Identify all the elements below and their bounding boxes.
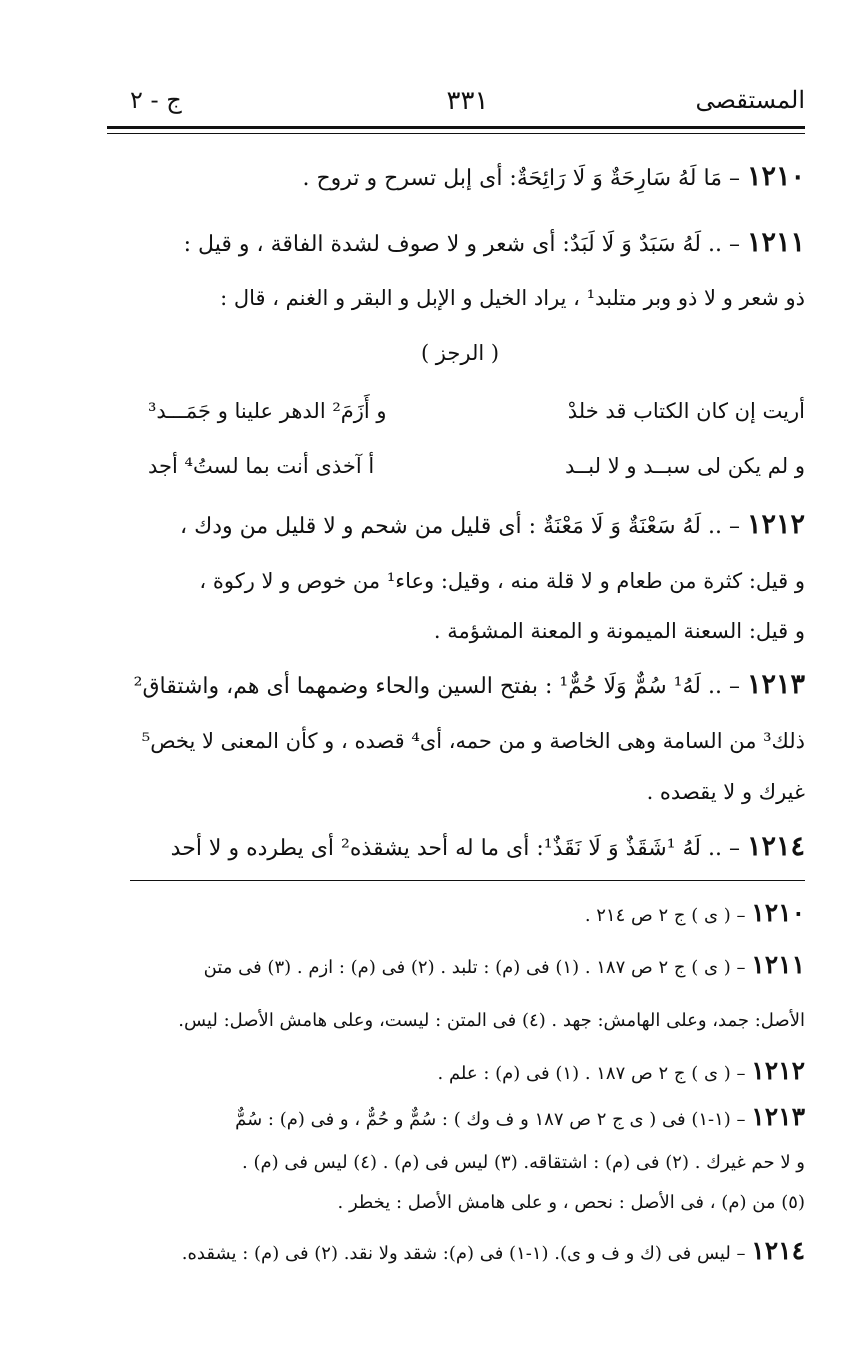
verse-2-second-hemistich: أ آخذى أنت بما لستُ⁴ أجد	[148, 454, 375, 478]
footnote-1213-line-1	[115, 1102, 805, 1135]
entry-text: – .. لَهُ سَبَدٌ وَ لَا لَبَدٌ: أى شعر و لا صوف لشدة الفاقة ، و قيل :	[183, 232, 740, 257]
footnote-number: ١٢١٣	[751, 1102, 805, 1131]
footnote-number: ١٢١٢	[751, 1056, 805, 1085]
footnote-1211-line-1	[115, 950, 805, 983]
verse-1-second-hemistich: و أَزَمَ² الدهر علينا و جَمَـــد³	[148, 399, 387, 423]
entry-1211-line-1	[115, 228, 805, 260]
verse-1-first-hemistich: أريت إن كان الكتاب قد خلدْ	[567, 399, 805, 423]
entry-1214-line-1	[115, 832, 805, 864]
entry-1212-line-2: و قيل: كثرة من طعام و لا قلة منه ، وقيل: وعاء¹ من خوص و لا ركوة ،	[199, 569, 805, 593]
entry-text: ذو شعر و لا ذو وبر متلبد¹ ، يراد الخيل و الإبل و البقر و الغنم ، قال :	[220, 286, 805, 310]
footnote-text: – ( ى ) ج ٢ ص ١٨٧ . (١) فى (م) : تلبد . (٢) فى (م) : ازم . (٣) فى متن	[203, 957, 746, 978]
footnote-separator	[130, 880, 805, 881]
entry-1212-line-3: و قيل: السعنة الميمونة و المعنة المشؤمة .	[433, 619, 805, 643]
entry-1213-line-3: غيرك و لا يقصده .	[646, 780, 805, 804]
footnote-1212	[115, 1056, 805, 1089]
entry-1213-line-2: ذلك³ من السامة وهى الخاصة و من حمه، أى⁴ قصده ، و كأن المعنى لا يخص⁵	[141, 729, 805, 753]
entry-1210-line-1	[115, 162, 805, 194]
entry-text: – .. لَهُ سَعْنَةٌ وَ لَا مَعْنَةٌ : أى قليل من شحم و لا قليل من ودك ،	[180, 514, 740, 539]
entry-number: ١٢١٣	[746, 670, 805, 700]
footnote-number: ١٢١٤	[751, 1236, 805, 1265]
footnote-1211-line-2: الأصل: جمد، وعلى الهامش: جهد . (٤) فى المتن : ليست، وعلى هامش الأصل: ليس.	[178, 1010, 805, 1031]
footnote-1213-line-2: و لا حم غيرك . (٢) فى (م) : اشتقاقه. (٣) ليس فى (م) . (٤) ليس فى (م) .	[242, 1152, 805, 1173]
header-rule-thick	[107, 126, 805, 129]
footnote-1210	[115, 898, 805, 931]
verse-2-first-hemistich: و لم يكن لى سبــد و لا لبــد	[564, 454, 805, 478]
footnote-text: – (١-١) فى ( ى ج ٢ ص ١٨٧ و ف وك ) : سُمٌّ و حُمٌّ ، و فى (م) : سُمٌّ	[235, 1109, 746, 1130]
volume-label: ج - ٢	[130, 86, 182, 114]
entry-1213-line-1	[115, 670, 805, 702]
entry-text: – .. لَهُ¹ سُمٌّ وَلَا حُمٌّ¹ : بفتح السين والحاء وضمهما أى هم، واشتقاق²	[133, 674, 740, 699]
footnote-text: – ليس فى (ك و ف و ى). (١-١) فى (م): شقد ولا نقد. (٢) فى (م) : يشقده.	[181, 1243, 746, 1264]
page-number: ٣٣١	[446, 86, 489, 116]
footnote-1214	[115, 1236, 805, 1269]
entry-number: ١٢١٤	[746, 832, 805, 862]
entry-text: – .. لَهُ ¹شَقَذٌ وَ لَا نَقَذٌ¹: أى ما له أحد يشقذه² أى يطرده و لا أحد	[170, 836, 740, 861]
entry-1212-line-1	[115, 510, 805, 542]
meter-label: ( الرجز )	[420, 341, 500, 365]
footnote-number: ١٢١٠	[751, 898, 805, 927]
page-header	[130, 80, 805, 120]
entry-text: – مَا لَهُ سَارِحَةٌ وَ لَا رَائِحَةٌ: أى إبل تسرح و تروح .	[302, 166, 740, 191]
entry-number: ١٢١٢	[746, 510, 805, 540]
entry-number: ١٢١١	[746, 228, 805, 258]
footnote-text: – ( ى ) ج ٢ ص ١٨٧ . (١) فى (م) : علم .	[437, 1063, 746, 1084]
footnote-number: ١٢١١	[751, 950, 805, 979]
footnote-text: – ( ى ) ج ٢ ص ٢١٤ .	[584, 905, 746, 926]
footnote-1213-line-3: (٥) من (م) ، فى الأصل : نحص ، و على هامش الأصل : يخطر .	[337, 1192, 805, 1213]
header-rule-thin	[107, 133, 805, 134]
book-title: المستقصى	[695, 86, 805, 114]
entry-number: ١٢١٠	[746, 162, 805, 192]
entry-1211-line-2	[115, 283, 805, 313]
